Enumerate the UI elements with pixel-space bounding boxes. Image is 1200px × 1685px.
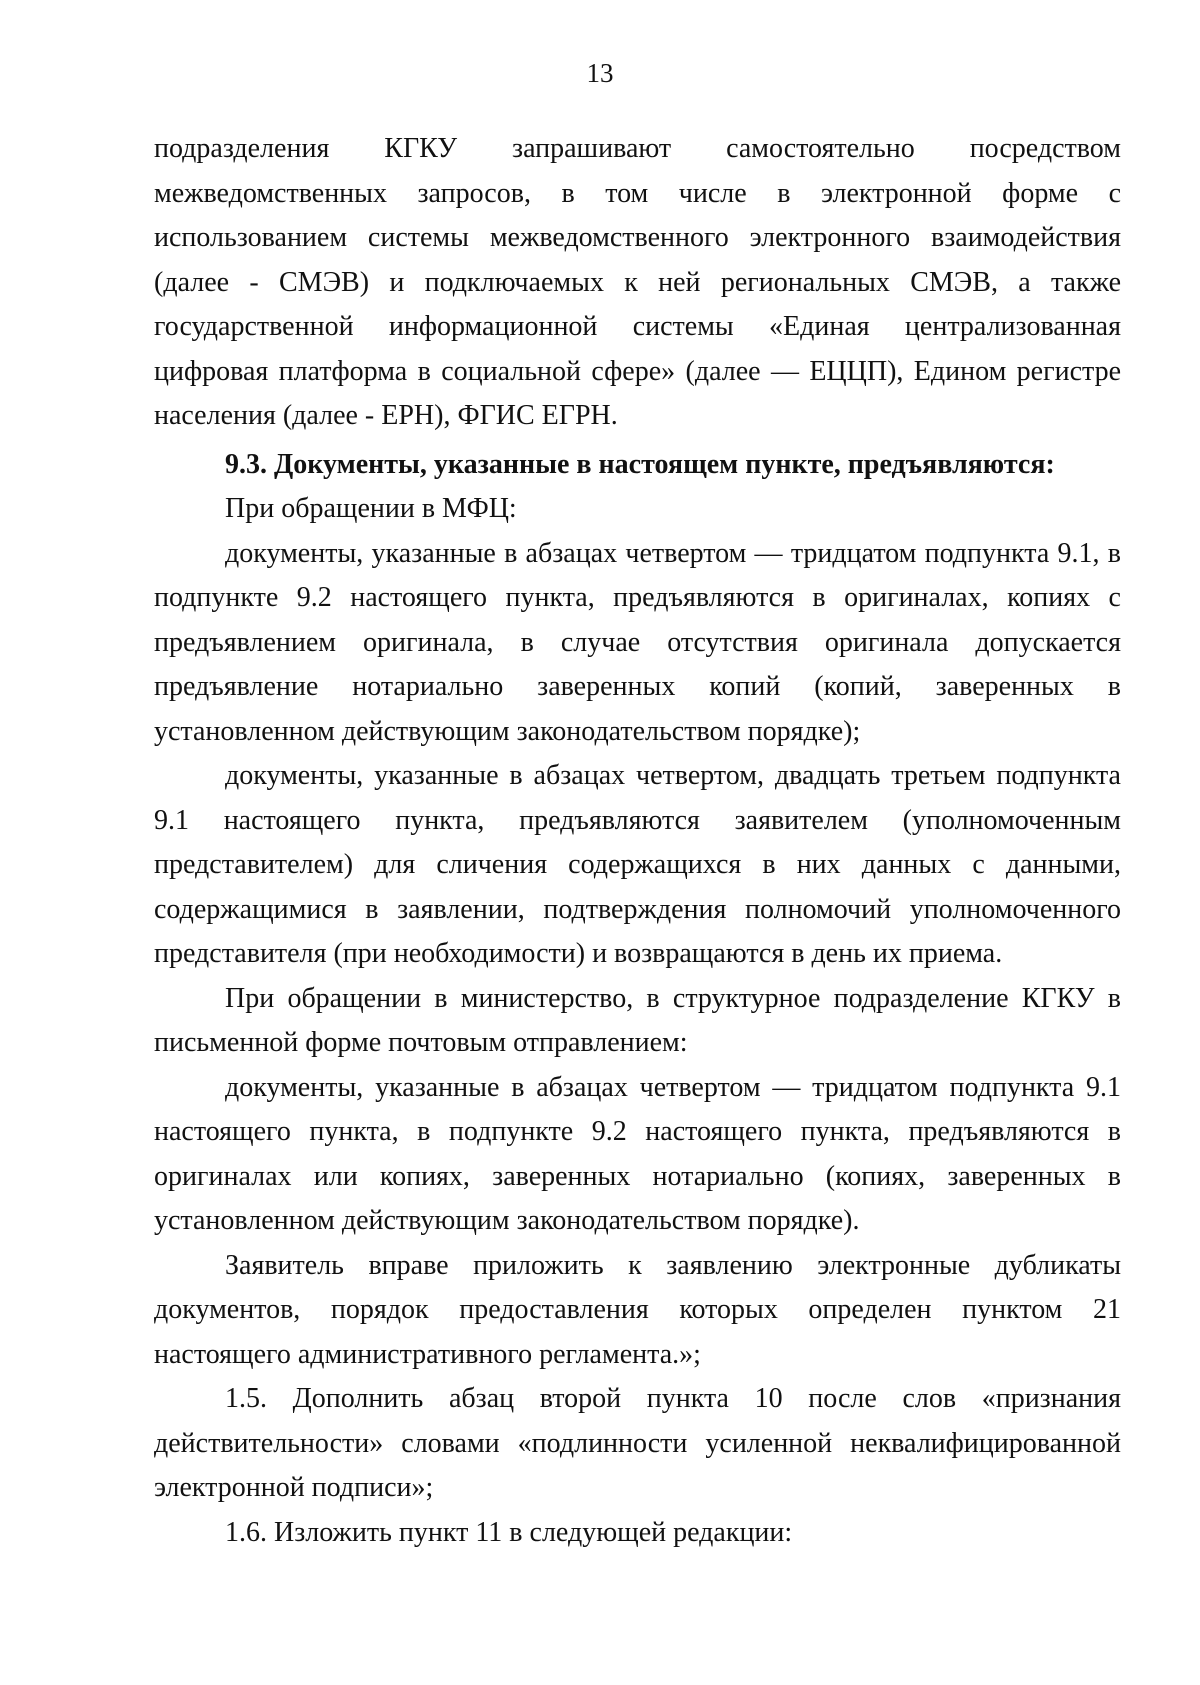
paragraph-mfc-intro: При обращении в МФЦ: xyxy=(225,493,517,524)
paragraph-ministry-intro: При обращении в министерство, в структурное подразделение КГКУ в письменной форме почтовым отправлением: xyxy=(154,982,1121,1058)
document-body xyxy=(154,127,1121,1555)
paragraph-mfc-documents: документы, указанные в абзацах четвертом — тридцатом подпункта 9.1, в подпункте 9.2 настоящего пункта, предъявляются в оригиналах, копиях с предъявлением оригинала, в случае отсутствия оригинала допускается предъявление нотариально заверенных копий (копий, заверенных в установленном действующим законодательством порядке); xyxy=(154,537,1121,747)
paragraph-electronic-duplicates: Заявитель вправе приложить к заявлению электронные дубликаты документов, порядок предоставления которых определен пунктом 21 настоящего административного регламента.»; xyxy=(154,1249,1121,1370)
section-heading-9-3: 9.3. Документы, указанные в настоящем пункте, предъявляются: xyxy=(225,448,1055,480)
paragraph-amendment-1-5: 1.5. Дополнить абзац второй пункта 10 после слов «признания действительности» словами «подлинности усиленной неквалифицированной электронной подписи»; xyxy=(154,1383,1121,1503)
paragraph-mfc-verification: документы, указанные в абзацах четвертом, двадцать третьем подпункта 9.1 настоящего пункта, предъявляются заявителем (уполномоченным представителем) для сличения содержащихся в них данных с данными, содержащимися в заявлении, подтверждения полномочий уполномоченного представителя (при необходимости) и возвращаются в день их приема. xyxy=(154,760,1121,969)
paragraph-ministry-documents: документы, указанные в абзацах четвертом — тридцатом подпункта 9.1 настоящего пункта, в подпункте 9.2 настоящего пункта, предъявляются в оригиналах или копиях, заверенных нотариально (копиях, заверенных в установленном действующим законодательством порядке). xyxy=(154,1071,1121,1236)
paragraph-continuation: подразделения КГКУ запрашивают самостоятельно посредством межведомственных запросов, в том числе в электронной форме с использованием системы межведомственного электронного взаимодействия (далее - СМЭВ) и подключаемых к ней региональных СМЭВ, а также государственной информационной системы «Единая централизованная цифровая платформа в социальной сфере» (далее — ЕЦЦП), Едином регистре населения (далее - ЕРН), ФГИС ЕГРН. xyxy=(154,133,1121,431)
page-number: 13 xyxy=(586,58,614,88)
paragraph-amendment-1-6: 1.6. Изложить пункт 11 в следующей редакции: xyxy=(225,1516,793,1548)
